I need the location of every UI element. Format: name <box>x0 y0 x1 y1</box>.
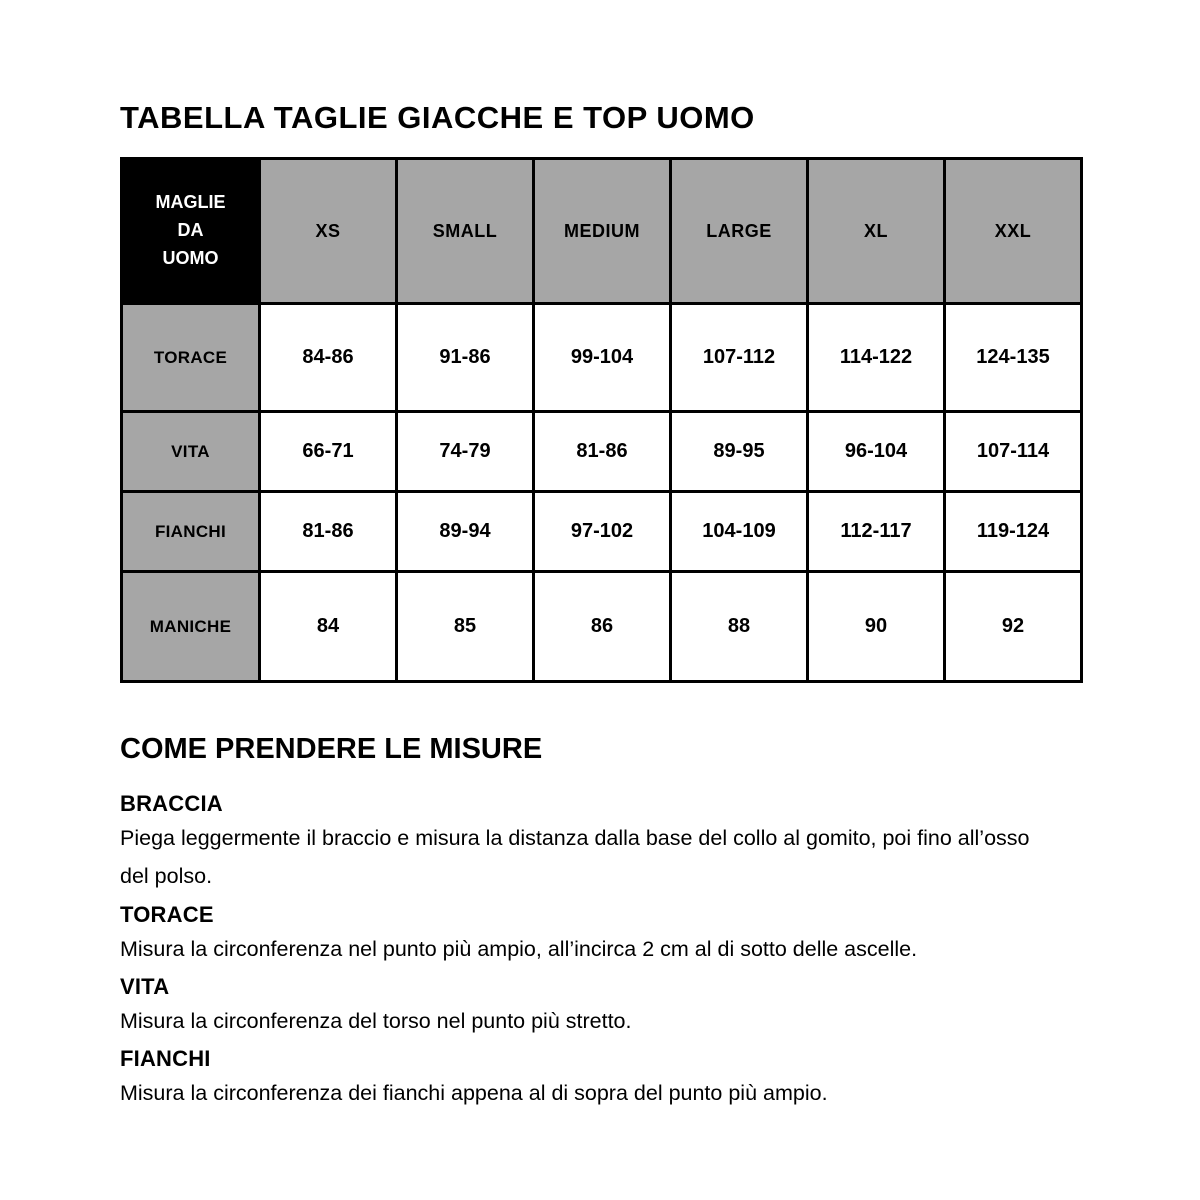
measure-section-torace <box>120 902 1045 968</box>
value-cell: 104-109 <box>671 492 808 572</box>
row-label-torace: TORACE <box>122 304 260 412</box>
page-title: TABELLA TAGLIE GIACCHE E TOP UOMO <box>120 100 755 135</box>
measure-section-vita <box>120 974 1045 1040</box>
corner-cell-label: MAGLIE DA UOMO <box>155 192 226 268</box>
size-header-medium: MEDIUM <box>534 159 671 304</box>
value-cell: 97-102 <box>534 492 671 572</box>
value-cell: 107-114 <box>945 412 1082 492</box>
measure-text-fianchi: Misura la circonferenza dei fianchi appena al di sopra del punto più ampio. <box>120 1081 828 1106</box>
size-header-xxl: XXL <box>945 159 1082 304</box>
measure-heading-vita: VITA <box>120 973 170 999</box>
corner-cell <box>122 159 260 304</box>
value-cell: 91-86 <box>397 304 534 412</box>
value-cell: 124-135 <box>945 304 1082 412</box>
value-cell: 99-104 <box>534 304 671 412</box>
value-cell: 96-104 <box>808 412 945 492</box>
value-cell: 112-117 <box>808 492 945 572</box>
measure-text-torace: Misura la circonferenza nel punto più ampio, all’incirca 2 cm al di sotto delle ascelle. <box>120 936 918 961</box>
measure-heading-fianchi: FIANCHI <box>120 1046 211 1072</box>
measure-text-vita: Misura la circonferenza del torso nel punto più stretto. <box>120 1008 632 1033</box>
table-row <box>122 304 1082 412</box>
value-cell: 107-112 <box>671 304 808 412</box>
value-cell: 114-122 <box>808 304 945 412</box>
value-cell: 74-79 <box>397 412 534 492</box>
measure-heading-torace: TORACE <box>120 901 214 927</box>
value-cell: 86 <box>534 572 671 682</box>
value-cell: 89-95 <box>671 412 808 492</box>
size-header-xs: XS <box>260 159 397 304</box>
size-header-small: SMALL <box>397 159 534 304</box>
value-cell: 84-86 <box>260 304 397 412</box>
value-cell: 90 <box>808 572 945 682</box>
measure-heading-braccia: BRACCIA <box>120 791 223 816</box>
value-cell: 81-86 <box>260 492 397 572</box>
row-label-maniche: MANICHE <box>122 572 260 682</box>
size-table <box>120 157 1083 683</box>
table-row <box>122 412 1082 492</box>
row-label-fianchi: FIANCHI <box>122 492 260 572</box>
table-header-row <box>122 159 1082 304</box>
row-label-vita: VITA <box>122 412 260 492</box>
size-header-xl: XL <box>808 159 945 304</box>
value-cell: 81-86 <box>534 412 671 492</box>
instructions-title: COME PRENDERE LE MISURE <box>120 733 543 765</box>
measure-section-braccia <box>120 791 1045 896</box>
measure-text-braccia: Piega leggermente il braccio e misura la distanza dalla base del collo al gomito, poi fino all’osso del polso. <box>120 826 1030 889</box>
value-cell: 119-124 <box>945 492 1082 572</box>
table-row <box>122 492 1082 572</box>
value-cell: 66-71 <box>260 412 397 492</box>
size-header-large: LARGE <box>671 159 808 304</box>
value-cell: 85 <box>397 572 534 682</box>
measure-section-fianchi <box>120 1046 1045 1112</box>
measuring-instructions <box>120 733 1045 1112</box>
value-cell: 84 <box>260 572 397 682</box>
value-cell: 92 <box>945 572 1082 682</box>
value-cell: 89-94 <box>397 492 534 572</box>
value-cell: 88 <box>671 572 808 682</box>
table-row <box>122 572 1082 682</box>
